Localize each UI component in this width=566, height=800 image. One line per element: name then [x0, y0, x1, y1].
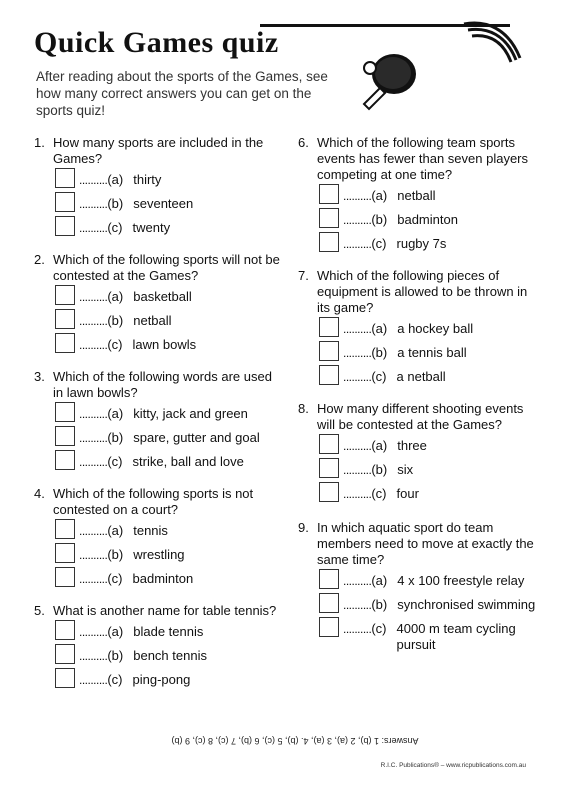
answer-checkbox[interactable]	[319, 365, 339, 385]
answer-checkbox[interactable]	[55, 543, 75, 563]
question-text: How many sports are included in the Games?	[53, 135, 264, 166]
option-text: synchronised swimming	[397, 597, 536, 612]
option-letter: (a)	[371, 321, 388, 336]
option-letter: (a)	[371, 573, 388, 588]
answer-dots: ..........	[79, 221, 108, 235]
answer-checkbox[interactable]	[319, 232, 339, 252]
question	[34, 369, 284, 474]
questions-right-column	[298, 135, 538, 657]
option-letter: (a)	[107, 172, 124, 187]
question-text: Which of the following sports will not be contested at the Games?	[53, 252, 280, 283]
answer-option	[55, 672, 284, 692]
answer-option	[319, 369, 538, 389]
answer-options	[319, 188, 538, 256]
page-title: Quick Games quiz	[34, 26, 279, 59]
answer-option	[55, 454, 284, 474]
answer-options	[55, 289, 284, 357]
option-letter: (a)	[371, 438, 388, 453]
option-text: six	[397, 462, 414, 477]
answer-dots: ..........	[79, 673, 108, 687]
answer-dots: ..........	[79, 431, 108, 445]
option-text: twenty	[132, 220, 171, 235]
option-text: tennis	[133, 523, 168, 538]
answer-option	[55, 547, 284, 567]
answer-dots: ..........	[79, 625, 108, 639]
answer-dots: ..........	[343, 487, 372, 501]
question-row	[34, 135, 284, 167]
option-letter: (b)	[371, 212, 388, 227]
option-letter: (b)	[107, 313, 124, 328]
answer-option	[55, 430, 284, 450]
option-text: ping-pong	[132, 672, 191, 687]
answer-options	[319, 321, 538, 389]
option-text: badminton	[397, 212, 458, 227]
question-number: 2.	[34, 252, 45, 267]
answer-checkbox[interactable]	[319, 317, 339, 337]
option-letter: (b)	[107, 430, 124, 445]
answer-options	[319, 438, 538, 506]
option-letter: (c)	[107, 337, 123, 352]
answer-checkbox[interactable]	[55, 426, 75, 446]
option-text: netball	[397, 188, 436, 203]
answer-dots: ..........	[343, 322, 372, 336]
option-text: badminton	[132, 571, 194, 586]
answer-checkbox[interactable]	[55, 644, 75, 664]
option-letter: (b)	[107, 196, 124, 211]
question-number: 5.	[34, 603, 45, 618]
question-text: What is another name for table tennis?	[53, 603, 277, 618]
answer-option	[319, 597, 538, 617]
option-letter: (a)	[107, 523, 124, 538]
option-letter: (c)	[371, 236, 387, 251]
question-text: Which of the following words are used in lawn bowls?	[53, 369, 272, 400]
question-number: 6.	[298, 135, 309, 150]
answer-options	[319, 573, 538, 653]
option-text: a hockey ball	[397, 321, 474, 336]
option-letter: (c)	[107, 220, 123, 235]
question	[298, 268, 538, 389]
answer-option	[319, 345, 538, 365]
answer-option	[319, 438, 538, 458]
answer-checkbox[interactable]	[55, 620, 75, 640]
answer-options	[55, 624, 284, 692]
answer-option	[55, 337, 284, 357]
questions-left-column	[34, 135, 284, 696]
option-text: bench tennis	[133, 648, 207, 663]
answer-dots: ..........	[343, 622, 372, 636]
option-letter: (a)	[107, 406, 124, 421]
option-letter: (c)	[107, 454, 123, 469]
option-letter: (a)	[371, 188, 388, 203]
answer-checkbox[interactable]	[55, 309, 75, 329]
answer-option	[55, 648, 284, 668]
answer-dots: ..........	[343, 574, 372, 588]
option-text: lawn bowls	[132, 337, 197, 352]
answer-option	[55, 624, 284, 644]
answer-checkbox[interactable]	[319, 617, 339, 637]
option-text: wrestling	[133, 547, 185, 562]
answer-checkbox[interactable]	[55, 567, 75, 587]
option-text: blade tennis	[133, 624, 204, 639]
option-letter: (b)	[371, 345, 388, 360]
answer-option	[55, 406, 284, 426]
question-text: In which aquatic sport do team members need to move at exactly the same time?	[317, 520, 534, 567]
question-number: 1.	[34, 135, 45, 150]
question-number: 9.	[298, 520, 309, 535]
answer-dots: ..........	[343, 189, 372, 203]
answer-checkbox[interactable]	[319, 184, 339, 204]
answer-option	[55, 571, 284, 591]
answer-checkbox[interactable]	[55, 450, 75, 470]
answer-option	[55, 172, 284, 192]
answer-options	[55, 172, 284, 240]
answer-dots: ..........	[343, 463, 372, 477]
question-number: 8.	[298, 401, 309, 416]
question	[298, 135, 538, 256]
answer-dots: ..........	[79, 455, 108, 469]
option-letter: (a)	[107, 624, 124, 639]
answer-option	[319, 212, 538, 232]
question-number: 4.	[34, 486, 45, 501]
answer-dots: ..........	[343, 439, 372, 453]
answer-checkbox[interactable]	[55, 402, 75, 422]
question-text: Which of the following sports is not contested on a court?	[53, 486, 254, 517]
answer-options	[55, 406, 284, 474]
question-row	[298, 268, 538, 316]
option-text: basketball	[133, 289, 192, 304]
answer-checkbox[interactable]	[55, 216, 75, 236]
answer-dots: ..........	[79, 548, 108, 562]
answer-checkbox[interactable]	[55, 285, 75, 305]
answer-dots: ..........	[343, 213, 372, 227]
table-tennis-paddle-icon	[352, 48, 422, 116]
answer-option	[55, 523, 284, 543]
answer-checkbox[interactable]	[319, 593, 339, 613]
answer-option	[55, 196, 284, 216]
question-row	[34, 252, 284, 284]
option-letter: (b)	[107, 547, 124, 562]
option-letter: (b)	[371, 597, 388, 612]
option-text: three	[397, 438, 427, 453]
answer-option	[319, 321, 538, 341]
option-letter: (c)	[371, 369, 387, 384]
answer-checkbox[interactable]	[55, 668, 75, 688]
answer-option	[55, 313, 284, 333]
question	[34, 135, 284, 240]
question-text: Which of the following pieces of equipment is allowed to be thrown in its game?	[317, 268, 528, 315]
answer-checkbox[interactable]	[319, 341, 339, 361]
question	[298, 520, 538, 653]
option-letter: (c)	[371, 621, 387, 636]
question-row	[34, 486, 284, 518]
answer-checkbox[interactable]	[55, 192, 75, 212]
answer-dots: ..........	[79, 197, 108, 211]
option-letter: (c)	[107, 571, 123, 586]
question-row	[298, 401, 538, 433]
answer-option	[319, 621, 538, 653]
answer-option	[319, 236, 538, 256]
answer-dots: ..........	[79, 572, 108, 586]
answer-option	[319, 462, 538, 482]
option-letter: (b)	[371, 462, 388, 477]
answer-dots: ..........	[79, 338, 108, 352]
answer-checkbox[interactable]	[319, 434, 339, 454]
question-row	[298, 135, 538, 183]
question	[34, 603, 284, 692]
option-letter: (b)	[107, 648, 124, 663]
question-row	[34, 369, 284, 401]
answer-checkbox[interactable]	[55, 519, 75, 539]
option-letter: (a)	[107, 289, 124, 304]
answer-option	[319, 486, 538, 506]
question	[298, 401, 538, 506]
answer-checkbox[interactable]	[55, 168, 75, 188]
option-text: seventeen	[133, 196, 194, 211]
answer-option	[55, 289, 284, 309]
option-text: spare, gutter and goal	[133, 430, 260, 445]
option-text: thirty	[133, 172, 162, 187]
answer-dots: ..........	[343, 346, 372, 360]
answer-dots: ..........	[343, 598, 372, 612]
swoosh-icon	[456, 10, 526, 66]
option-letter: (c)	[107, 672, 123, 687]
answer-checkbox[interactable]	[319, 208, 339, 228]
question-number: 7.	[298, 268, 309, 283]
option-letter: (c)	[371, 486, 387, 501]
answer-dots: ..........	[79, 314, 108, 328]
answer-option	[55, 220, 284, 240]
option-text: strike, ball and love	[132, 454, 244, 469]
answer-dots: ..........	[79, 649, 108, 663]
question-text: Which of the following team sports events has fewer than seven players competing at one time?	[317, 135, 529, 182]
question-row	[34, 603, 284, 619]
answer-dots: ..........	[343, 237, 372, 251]
publisher-footer: R.I.C. Publications® – www.ricpublications.com.au	[380, 762, 526, 769]
answer-dots: ..........	[79, 407, 108, 421]
answer-checkbox[interactable]	[55, 333, 75, 353]
option-text: a tennis ball	[397, 345, 467, 360]
answer-dots: ..........	[343, 370, 372, 384]
option-text: netball	[133, 313, 172, 328]
option-text: four	[396, 486, 419, 501]
question-row	[298, 520, 538, 568]
option-text: 4000 m team cycling pursuit	[396, 621, 516, 652]
answer-dots: ..........	[79, 290, 108, 304]
intro-text: After reading about the sports of the Games, see how many correct answers you can get on the sports quiz!	[36, 69, 328, 118]
option-text: 4 x 100 freestyle relay	[397, 573, 525, 588]
option-text: a netball	[396, 369, 446, 384]
answer-option	[319, 188, 538, 208]
question	[34, 252, 284, 357]
answer-checkbox[interactable]	[319, 569, 339, 589]
answers-key: Answers: 1 (b), 2 (a), 3 (a), 4. (b), 5 (c), 6 (b), 7 (c), 8 (c), 9 (b)	[171, 736, 419, 746]
answer-options	[55, 523, 284, 591]
answer-checkbox[interactable]	[319, 458, 339, 478]
question	[34, 486, 284, 591]
answer-checkbox[interactable]	[319, 482, 339, 502]
option-text: kitty, jack and green	[133, 406, 248, 421]
answer-dots: ..........	[79, 173, 108, 187]
option-text: rugby 7s	[396, 236, 447, 251]
question-text: How many different shooting events will be contested at the Games?	[317, 401, 524, 432]
question-number: 3.	[34, 369, 45, 384]
answer-dots: ..........	[79, 524, 108, 538]
answer-option	[319, 573, 538, 593]
